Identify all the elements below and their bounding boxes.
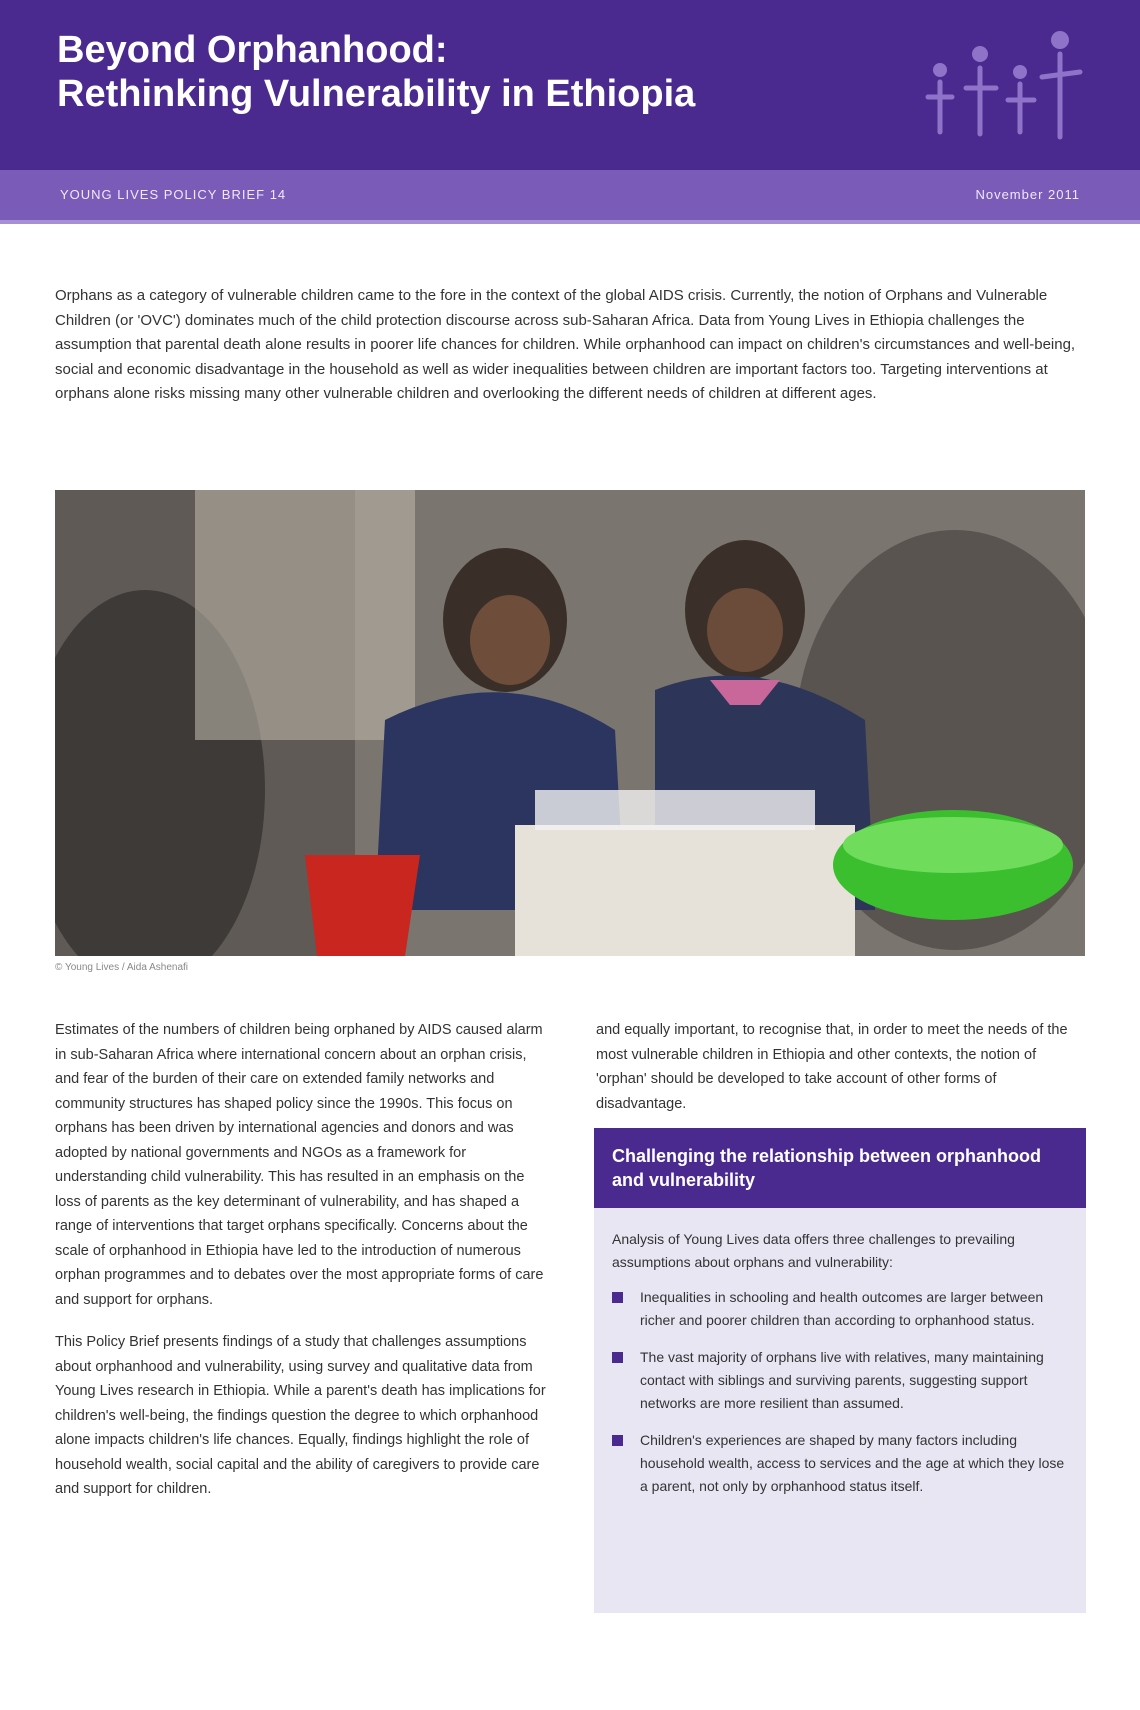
photo-caption: © Young Lives / Aida Ashenafi bbox=[55, 962, 189, 973]
list-item bbox=[612, 1286, 1067, 1332]
publication-date: November 2011 bbox=[975, 187, 1080, 202]
title-line-2: Rethinking Vulnerability in Ethiopia bbox=[57, 73, 696, 115]
findings-list bbox=[612, 1286, 1067, 1512]
header-divider bbox=[0, 220, 1140, 224]
list-item-text: Inequalities in schooling and health outcomes are larger between richer and poorer children than according to orphanhood status. bbox=[640, 1289, 1044, 1328]
children-photo bbox=[55, 490, 1085, 956]
report-header bbox=[0, 0, 1140, 170]
intro-paragraph: Orphans as a category of vulnerable children came to the fore in the context of the global AIDS crisis. Currently, the notion of Orphans and Vulnerable Children (or 'OVC') dominates much of the child protection discourse across sub-Saharan Africa. Data from Young Lives in Ethiopia challenges the assumption that parental death alone results in poorer life chances for children. While orphanhood can impact on children's circumstances and well-being, social and economic disadvantage in the household as well as wider inequalities between children are important factors too. Targeting interventions at orphans alone risks missing many other vulnerable children and overlooking the different needs of children at different ages. bbox=[55, 287, 1076, 402]
body-paragraph-1: Estimates of the numbers of children being orphaned by AIDS caused alarm in sub-Saharan Africa where international concern about an orphan crisis, and fear of the burden of their care on extended family networks and community structures has shaped policy since the 1990s. This focus on orphans has been driven by international agencies and donors and was adopted by national governments and NGOs as a framework for understanding child vulnerability. This has resulted in an emphasis on the loss of parents as the key determinant of vulnerability, and has shaped a range of interventions that target orphans specifically. Concerns about the scale of orphanhood in Ethiopia have led to the introduction of numerous orphan programmes and to debates over the most appropriate forms of care and support for orphans. bbox=[55, 1022, 544, 1308]
title-line-1: Beyond Orphanhood: bbox=[57, 29, 448, 71]
square-bullet-icon bbox=[612, 1435, 623, 1446]
box-intro: Analysis of Young Lives data offers three challenges to prevailing assumptions about orphans and vulnerability: bbox=[612, 1231, 1015, 1270]
square-bullet-icon bbox=[612, 1352, 623, 1363]
right-column-paragraph: and equally important, to recognise that, in order to meet the needs of the most vulnerable children in Ethiopia and other contexts, the notion of 'orphan' should be developed to take account of other forms of disadvantage. bbox=[596, 1022, 1068, 1112]
square-bullet-icon bbox=[612, 1292, 623, 1303]
series-bar bbox=[0, 170, 1140, 220]
left-column bbox=[55, 1018, 550, 1520]
box-title: Challenging the relationship between orphanhood and vulnerability bbox=[612, 1146, 1042, 1190]
series-label: YOUNG LIVES POLICY BRIEF 14 bbox=[60, 187, 287, 202]
list-item bbox=[612, 1346, 1067, 1415]
body-paragraph-2: This Policy Brief presents findings of a study that challenges assumptions about orphanhood and vulnerability, using survey and qualitative data from Young Lives research in Ethiopia. While a parent's death has implications for children's well-being, the findings question the degree to which orphanhood alone impacts children's life chances. Equally, findings highlight the role of household wealth, social capital and the ability of caregivers to provide care and support for children. bbox=[55, 1334, 546, 1497]
key-findings-box bbox=[594, 1128, 1086, 1613]
box-header bbox=[594, 1128, 1086, 1208]
young-lives-logo bbox=[910, 22, 1090, 152]
list-item bbox=[612, 1429, 1067, 1498]
list-item-text: The vast majority of orphans live with relatives, many maintaining contact with siblings and surviving parents, suggesting support networks are more resilient than assumed. bbox=[640, 1349, 1044, 1411]
photo-illustration bbox=[55, 490, 1085, 956]
list-item-text: Children's experiences are shaped by many factors including household wealth, access to services and the age at which they lose a parent, not only by orphanhood status itself. bbox=[640, 1432, 1065, 1494]
report-title bbox=[57, 28, 695, 116]
